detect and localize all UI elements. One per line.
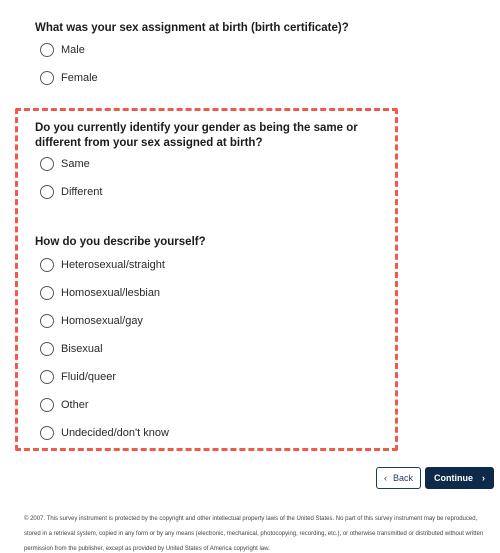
option-other[interactable]: [40, 397, 89, 413]
continue-button-label: Continue: [434, 473, 473, 483]
option-undecided[interactable]: [40, 425, 169, 441]
option-label: Undecided/don't know: [61, 427, 169, 439]
option-label: Male: [61, 44, 85, 56]
option-different[interactable]: [40, 184, 102, 200]
chevron-left-icon: ‹: [383, 472, 387, 483]
option-female[interactable]: [40, 70, 98, 86]
option-label: Homosexual/gay: [61, 315, 143, 327]
back-button-label: Back: [392, 473, 413, 483]
option-label: Female: [61, 72, 98, 84]
chevron-right-icon: ›: [482, 472, 485, 483]
option-label: Heterosexual/straight: [61, 259, 165, 271]
option-male[interactable]: [40, 42, 85, 58]
option-label: Different: [61, 186, 103, 198]
radio-button[interactable]: [40, 157, 54, 171]
copyright-notice: © 2007. This survey instrument is protected by the copyright and other intellectual property laws of the United States. No part of this survey instrument may be reproduced, stored in a retrieval system, copied in any form or by any means (electronic, mechanical, photocopying, recording, etc.), or otherwise transmitted or distributed without written permission from the publisher, except as provided by United States of America copyright law.: [24, 516, 484, 552]
option-homosexual-lesbian[interactable]: [40, 285, 160, 301]
option-label: Homosexual/lesbian: [61, 287, 161, 299]
radio-button[interactable]: [40, 286, 54, 300]
question-gender-identity-title: Do you currently identify your gender as being the same or different from your sex assigned at birth?: [35, 122, 358, 149]
option-label: Fluid/queer: [61, 371, 117, 383]
question-describe-yourself-title: How do you describe yourself?: [35, 236, 206, 248]
question-sex-at-birth-title: What was your sex assignment at birth (birth certificate)?: [35, 22, 349, 34]
option-label: Other: [61, 399, 89, 411]
option-label: Bisexual: [61, 343, 103, 355]
option-bisexual[interactable]: [40, 341, 103, 357]
radio-button[interactable]: [40, 398, 54, 412]
option-label: Same: [61, 158, 90, 170]
radio-button[interactable]: [40, 342, 54, 356]
continue-button[interactable]: [425, 467, 494, 489]
radio-button[interactable]: [40, 370, 54, 384]
option-heterosexual-straight[interactable]: [40, 257, 165, 273]
radio-button[interactable]: [40, 71, 54, 85]
option-homosexual-gay[interactable]: [40, 313, 143, 329]
option-fluid-queer[interactable]: [40, 369, 116, 385]
back-button[interactable]: [376, 467, 421, 489]
option-same[interactable]: [40, 156, 90, 172]
radio-button[interactable]: [40, 314, 54, 328]
radio-button[interactable]: [40, 258, 54, 272]
radio-button[interactable]: [40, 43, 54, 57]
radio-button[interactable]: [40, 185, 54, 199]
radio-button[interactable]: [40, 426, 54, 440]
